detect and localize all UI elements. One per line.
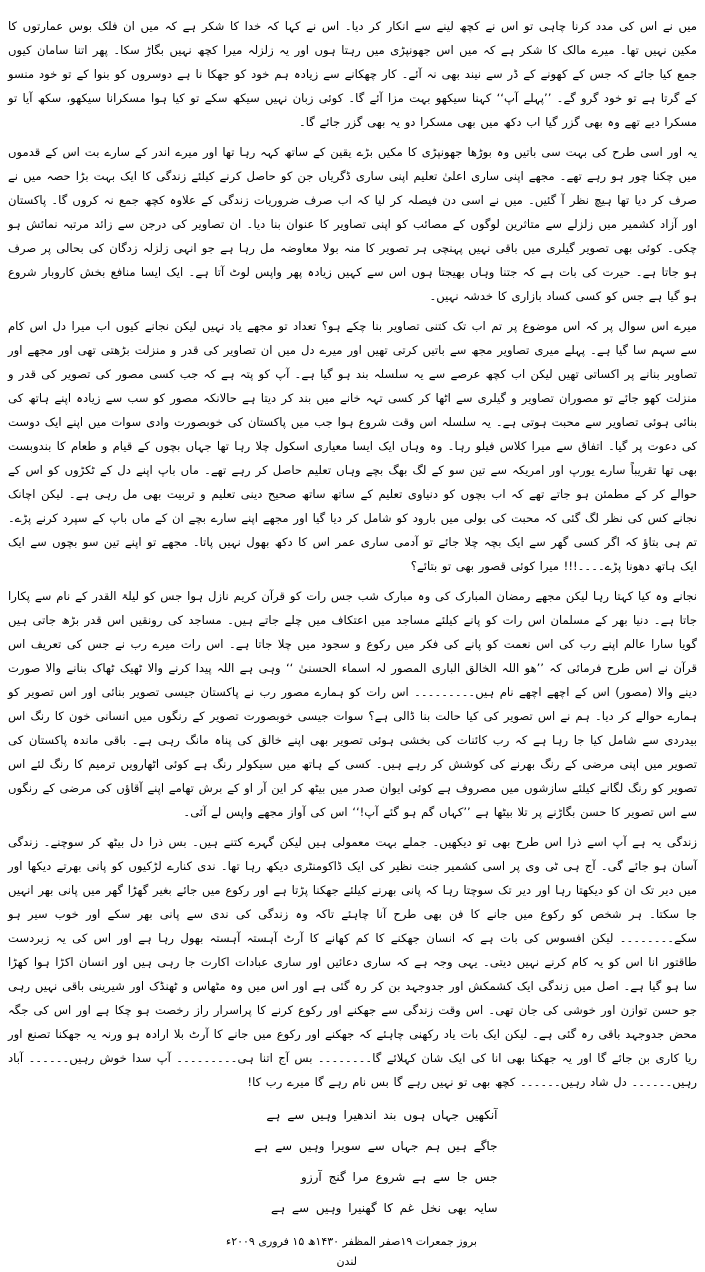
paragraph-1: میں نے اس کی مدد کرنا چاہی تو اس نے کچھ لینے سے انکار کر دیا۔ اس نے کہا کہ خدا کا شکر ہے کہ میں ان فلک بوس عمارتوں کا مکین نہیں تھا۔ میرے مالک کا شکر ہے کہ میں اس جھونپڑی میں رہتا ہوں اور یہ زلزلہ میرا کچھ نہیں بگاڑ سکا۔ پھر اتنا سامان کیوں جمع کیا جائے کہ جس کے کھونے کے ڈر سے نیند بھی نہ آئے۔ کار چھکانے سے زیادہ ہم خود کو جھکا نا ہے دوسروں کو بنوا کے تو خود منسو کے گرتا ہے تو خود گرو گے۔ ’’پہلے آپ‘‘ کہنا سیکھو بہت مزا آئے گا۔ کوئی زبان نہیں سیکھ سکے تو کیا ہوا مسکرانا سیکھو، سکھ آیا تو مسکرا دیے تھے وہ بھی گزر گیا اب دکھ میں بھی مسکرا دو یہ بھی گزر جائے گا۔ <box>8 19 697 129</box>
poem-line-2: جاگے ہیں ہم جہاں سے سویرا وہیں سے ہے <box>254 1139 498 1153</box>
paragraph-2: یہ اور اسی طرح کی بہت سی باتیں وہ بوڑھا جھونپڑی کا مکیں بڑے یقین کے ساتھ کہہ رہا تھا اور میرے اندر کے سارے بت اس کے قدموں میں چکنا چور ہو رہے تھے۔ مجھے اپنی ساری اعلیٰ تعلیم اپنی ساری ڈگریاں جن کو حاصل کرنے کیلئے زندگی کا ایک بہت بڑا حصہ میں نے صرف کر دیا تھا ہیچ نظر آ گئیں۔ میں نے اسی دن فیصلہ کر لیا کہ اب صرف ضروریات زندگی کے علاوہ کچھ جمع نہ کروں گا۔ پاکستان اور آزاد کشمیر میں زلزلے سے متاثرین لوگوں کے مصائب کو اپنی تصاویر کا عنوان بنا دیا۔ ان تصاویر کی درجن سے زائد مرتبہ نمائش ہو چکی۔ کوئی بھی تصویر گیلری میں باقی نہیں پہنچی ہر تصویر کا منہ بولا معاوضہ مل رہا ہے جو انہی زلزلہ زدگان کی بحالی پر صرف ہو جاتا ہے۔ حیرت کی بات ہے کہ جتنا وہاں بھیجتا ہوں اس سے کہیں زیادہ پھر واپس لوٹ آتا ہے۔ ایک ایسا منافع بخش کاروبار شروع ہو گیا ہے جس کو کسی کساد بازاری کا خدشہ نہیں۔ <box>8 145 697 303</box>
paragraph-5: زندگی یہ ہے آپ اسے ذرا اس طرح بھی تو دیکھیں۔ جملے بہت معمولی ہیں لیکن گہرے کتنے ہیں۔ بس ذرا دل بیٹھ کر سوچنے۔ زندگی آسان ہو جائے گی۔ آج ہی ٹی وی پر اسی کشمیر جنت نظیر کی ایک ڈاکومنٹری دیکھ رہا تھا۔ ندی کنارے لڑکیوں کو پانی بھرتے دیکھا اور میں دیر تک ان کو دیکھتا رہا اور دیر تک سوچتا رہا کہ پانی بھرنے کیلئے جھکنا پڑتا ہے اور رکوع میں جائے بغیر گھڑا گھر میں پانی بھر انہیں جا سکتا۔ ہر شخص کو رکوع میں جانے کا فن بھی طرح آنا چاہئے تاکہ وہ زندگی کی ندی سے پانی بھر سکے اور خوب سیر ہو سکے۔۔۔۔۔۔۔۔ لیکن افسوس کی بات ہے کہ انسان جھکنے کا کم کھانے کا آرٹ آہستہ آہستہ بھول رہا ہے اور اس کی یہ زبردست طاقتور انا اس کو یہ کام کرنے نہیں دیتی۔ یہی وجہ ہے کہ ساری دعائیں اور ساری عبادات اکارت جا رہی ہیں اور انسان اکڑا ہوا کھڑا سا ہو گیا ہے۔ اصل میں زندگی ایک کشمکش اور جدوجہد بن کر رہ گئی ہے اور اس میں وہ مٹھاس و ٹھنڈک اور شیرینی باقی نہیں رہی جو حسن توازن اور خوشی کی جان تھی۔ اس وقت زندگی سے جھکنے اور رکوع کرنے کا پراسرار راز رخصت ہو چکا ہے اور اس کی جگہ محض جدوجہد باقی رہ گئی ہے۔ لیکن ایک بات یاد رکھنی چاہئے کہ جھکنے اور رکوع میں جانے کا آرٹ بلا ارادہ ہو ورنہ یہ جھکنا تصنع اور ریا کاری بن جائے گا اور یہ جھکنا بھی انا کی ایک شان کہلائے گا۔۔۔۔۔۔۔۔ بس آج اتنا ہی۔۔۔۔۔۔۔۔۔ آپ سدا خوش رہیں۔۔۔۔۔۔ آباد رہیں۔۔۔۔۔۔ دل شاد رہیں۔۔۔۔۔۔ کچھ بھی تو نہیں رہے گا بس نام رہے گا میرے رب کا! <box>8 835 697 1089</box>
paragraph-4: نجانے وہ کیا کہتا رہا لیکن مجھے رمضان المبارک کی وہ مبارک شب جس رات کو قرآن کریم نازل ہوا جس کو لیلۃ القدر کے نام سے پکارا جاتا ہے۔ دنیا بھر کے مسلمان اس رات کو پانے کیلئے مساجد میں اعتکاف میں چلے جاتے ہیں۔ مساجد کی رونقیں اس قدر بڑھ جاتی ہیں گویا سارا عالم اپنے رب کی اس نعمت کو پانے کی فکر میں رکوع و سجود میں چلا جاتا ہے۔ اس رات میرے رب نے جس کی تعریف اس قرآن نے اس طرح فرمائی کہ ’’ھو اللہ الخالق الباری المصور لہ اسماء الحسنیٰ ‘‘ وہی ہے اللہ پیدا کرنے والا ٹھیک ٹھاک بنانے والا صورت دینے والا (مصور) اس کے اچھے اچھے نام ہیں۔۔۔۔۔۔۔۔۔ اس رات کو ہمارے مصور رب نے پاکستان جیسی تصویر بنائی اور اس تصویر کو ہمارے حوالے کر دیا۔ ہم نے اس تصویر کی کیا حالت بنا ڈالی ہے؟ سوات جیسی خوبصورت تصویر کے رنگوں میں انسانی خون کا رنگ اس بیدردی سے شامل کیا جا رہا ہے کہ رب کائنات کی بخشی ہوئی تصویر بھی اپنے خالق کی پناہ مانگ رہی ہے۔ باقی ماندہ پاکستان کی تصویر میں اپنی مرضی کے رنگ بھرنے کی کوشش کر رہے ہیں۔ کسی کے ہاتھ میں سیکولر رنگ ہے کوئی اٹھارویں ترمیم کا رنگ لئے اس تصویر کو رنگ لگانے کیلئے سازشوں میں مصروف ہے کوئی ایوان صدر میں بیٹھ کر این آر او کے برش تھامے اپنے آقاؤں کی مرضی کے رنگوں سے اس تصویر کا حسن بگاڑنے پر تلا بیٹھا ہے ’’کہاں گم ہو گئے آپ!‘‘ اس کی آواز مجھے واپس لے آئی۔ <box>8 589 697 819</box>
poem <box>208 1100 498 1224</box>
poem-line-4: سایہ بھی نخل غم کا گھنیرا وہیں سے ہے <box>271 1201 498 1215</box>
signature-block <box>8 1232 697 1272</box>
signature-date: بروز جمعرات ۱۹صفر المظفر ۱۴۳۰ھ ۱۵ فروری ۲۰۰۹ء <box>226 1235 477 1248</box>
paragraph-3: میرے اس سوال پر کہ اس موضوع پر تم اب تک کتنی تصاویر بنا چکے ہو؟ تعداد تو مجھے یاد نہیں لیکن نجانے کیوں اب میرا دل اس کام سے سہم سا گیا ہے۔ پہلے میری تصاویر مجھ سے باتیں کرتی تھیں اور میرے دل میں ان تصاویر کی قدر و منزلت بڑھتی تھی اور مجھے اور تصاویر بنانے پر اکساتی تھیں لیکن اب کچھ عرصے سے یہ سلسلہ بند ہو گیا ہے۔ آپ کو پتہ ہے کہ جب کسی مصور کی تصویر کی قدر و منزلت کھو جائے تو مصوران تصاویر و گیلری سے اٹھا کر کسی تہہ خانے میں بند کر دیتا ہے حالانکہ مصور کو سب سے زیادہ اپنے ہاتھ کی بنائی ہوئی تصاویر سے محبت ہوتی ہے۔ یہ سلسلہ اس وقت شروع ہوا جب میں پاکستان کی خوبصورت وادی سوات میں اپنے ایک دوست کی دعوت پر گیا۔ اتفاق سے میرا کلاس فیلو رہا۔ وہ وہاں ایک ایسا معیاری اسکول چلا رہا تھا جہاں بچوں کے قیام و طعام کا بندوبست بھی تھا تقریباً سارے یورپ اور امریکہ سے تین سو کے لگ بھگ بچے وہاں تعلیم حاصل کر رہے تھے۔ ماں باپ اپنے دل کے ٹکڑوں کو اس کے حوالے کر کے مطمئن ہو جاتے تھے کہ اب بچوں کو دنیاوی تعلیم کے ساتھ ساتھ صحیح دینی تعلیم و تربیت بھی مل رہی ہے۔ لیکن اچانک نجانے کس کی نظر لگ گئی کہ محبت کی بولی میں بارود کو شامل کر دیا گیا اور مجھے اپنے سارے بچے ان کے ماں باپ کے سپرد کرنے پڑے۔ تم ہی بتاؤ کہ اگر کسی گھر سے ایک بچہ چلا جائے تو آدمی ساری عمر اس کا دکھ بھول نہیں پاتا۔ مجھے تو اپنے تین سو بچوں سے ایک ایک ہاتھ دھونا پڑے۔۔۔۔!!! میرا کوئی قصور بھی تو بتائے؟ <box>8 319 697 573</box>
poem-line-3: جس جا سے ہے شروع مرا گنج آرزو <box>301 1170 498 1184</box>
poem-line-1: آنکھیں جہاں ہوں بند اندھیرا وہیں سے ہے <box>266 1108 498 1122</box>
signature-place: لندن <box>336 1255 357 1268</box>
